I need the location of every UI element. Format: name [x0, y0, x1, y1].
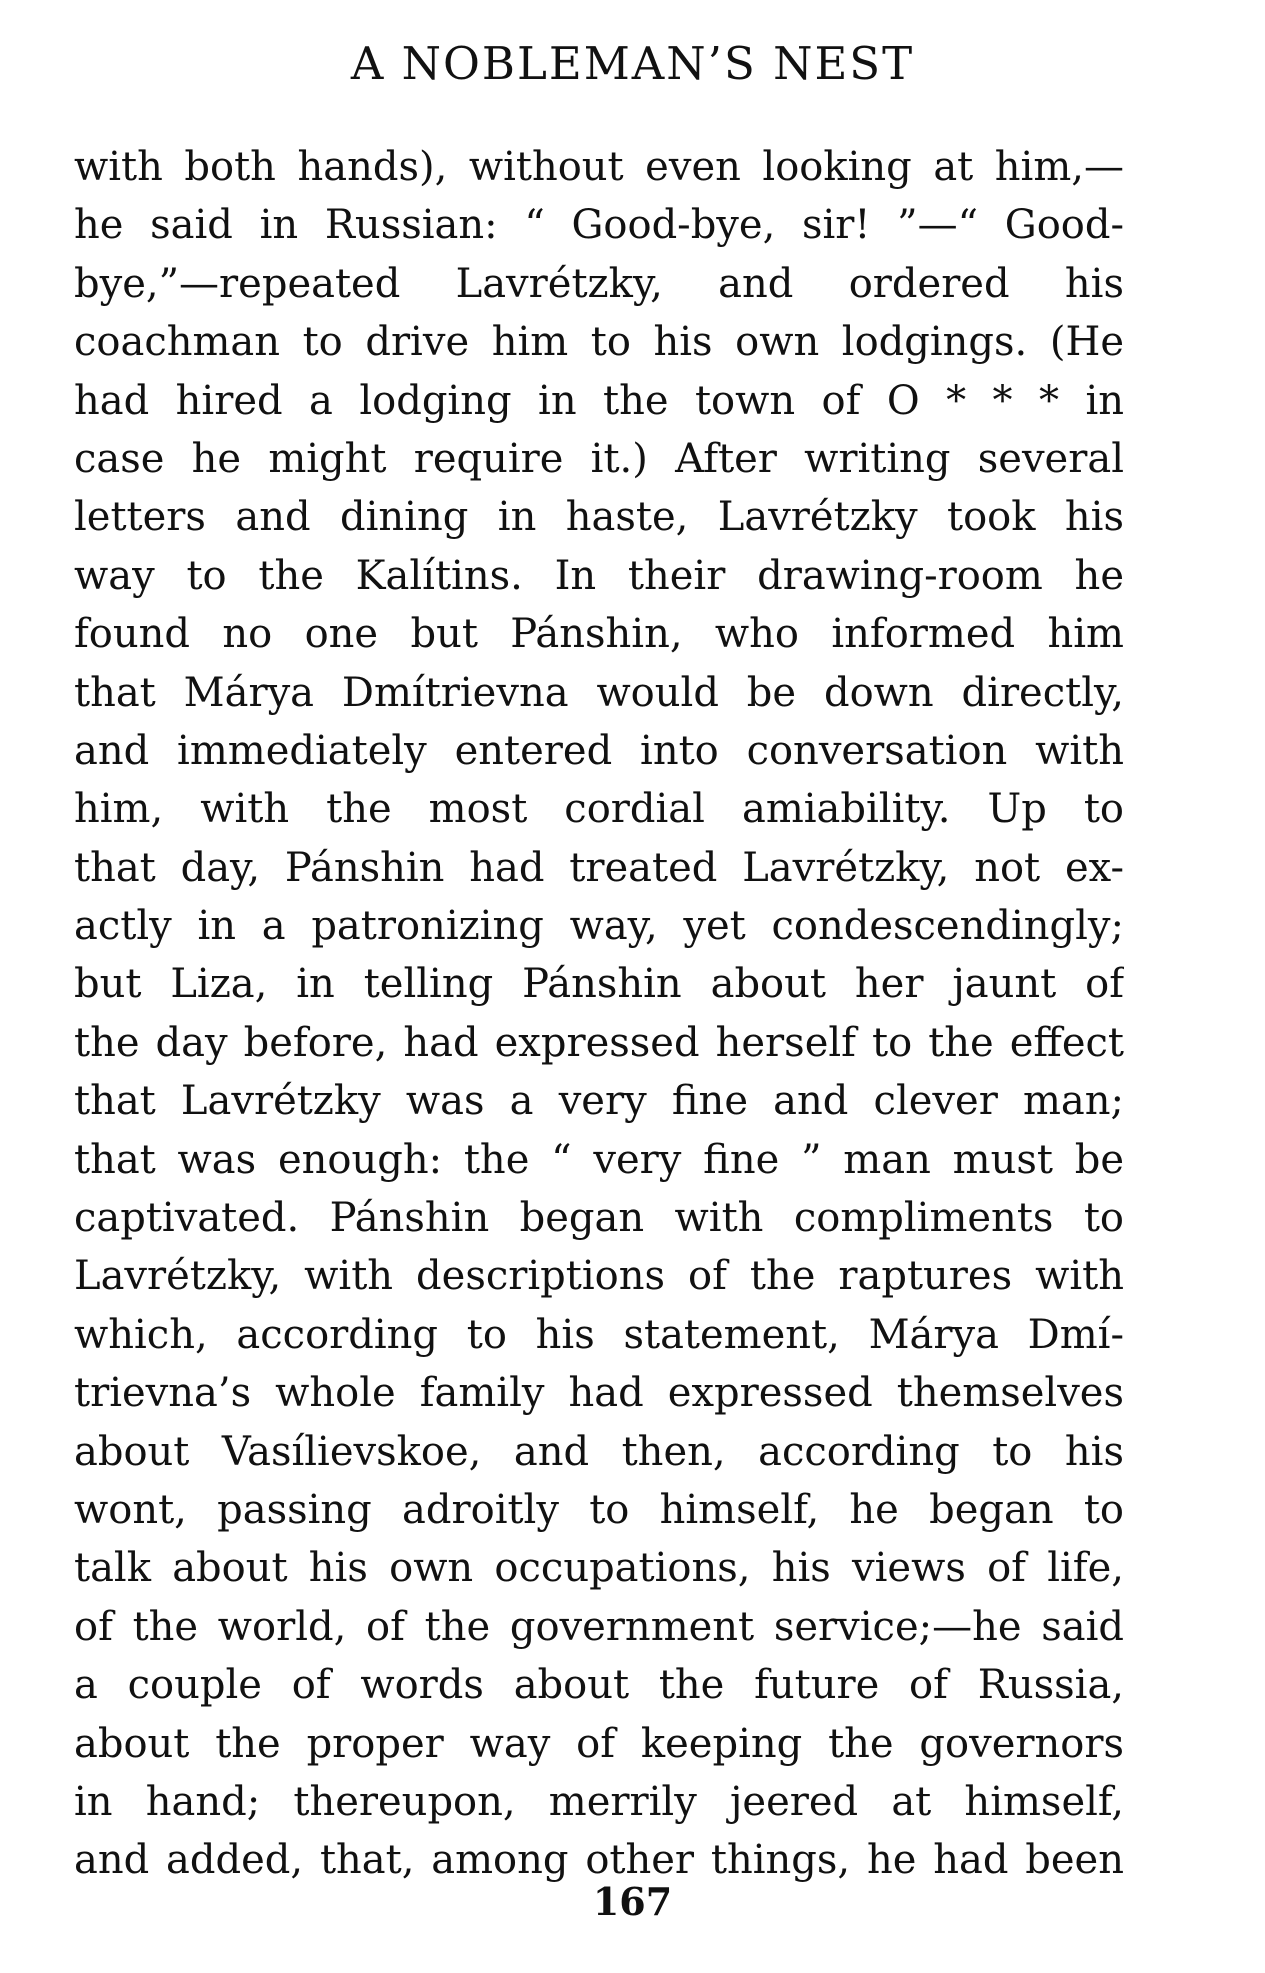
- text-line: and immediately entered into conversation with: [74, 727, 1124, 774]
- text-line: about the proper way of keeping the governors: [74, 1720, 1124, 1767]
- text-line: of the world, of the government service;—he said: [74, 1603, 1124, 1650]
- running-title: A NOBLEMAN’S NEST: [350, 37, 915, 90]
- text-line: a couple of words about the future of Russia,: [74, 1662, 1124, 1709]
- text-line: that Márya Dmítrievna would be down directly,: [74, 669, 1124, 716]
- text-line: about Vasílievskoe, and then, according to his: [74, 1428, 1124, 1475]
- text-line: that was enough: the “ very fine ” man must be: [74, 1136, 1124, 1183]
- text-line: way to the Kalítins. In their drawing-room he: [74, 552, 1124, 599]
- text-line: bye,”—repeated Lavrétzky, and ordered his: [74, 260, 1124, 307]
- text-line: talk about his own occupations, his views of life,: [74, 1545, 1124, 1592]
- text-line: him, with the most cordial amiability. Up to: [74, 786, 1124, 833]
- text-line: had hired a lodging in the town of O * * * in: [74, 377, 1124, 424]
- text-line: that Lavrétzky was a very fine and clever man;: [74, 1078, 1124, 1125]
- page-number: 167: [592, 1879, 673, 1924]
- text-line: that day, Pánshin had treated Lavrétzky, not ex-: [74, 844, 1124, 891]
- text-line: but Liza, in telling Pánshin about her jaunt of: [74, 961, 1124, 1008]
- text-line: he said in Russian: “ Good-bye, sir! ”—“ Good-: [74, 202, 1124, 249]
- text-line: wont, passing adroitly to himself, he began to: [74, 1486, 1124, 1533]
- text-line: letters and dining in haste, Lavrétzky took his: [74, 494, 1124, 541]
- text-line: the day before, had expressed herself to the effect: [74, 1019, 1124, 1066]
- text-line: coachman to drive him to his own lodgings. (He: [74, 319, 1124, 366]
- text-line: captivated. Pánshin began with compliments to: [74, 1195, 1124, 1242]
- text-line: actly in a patronizing way, yet condescendingly;: [74, 903, 1124, 950]
- text-line: trievna’s whole family had expressed themselves: [74, 1370, 1124, 1417]
- text-line: which, according to his statement, Márya Dmí-: [74, 1311, 1124, 1358]
- text-line: Lavrétzky, with descriptions of the raptures with: [74, 1253, 1124, 1300]
- text-line: case he might require it.) After writing several: [74, 435, 1124, 482]
- text-line: and added, that, among other things, he had been: [74, 1837, 1124, 1884]
- text-line: found no one but Pánshin, who informed him: [74, 611, 1124, 658]
- text-line: in hand; thereupon, merrily jeered at himself,: [74, 1778, 1124, 1825]
- text-line: with both hands), without even looking at him,—: [74, 144, 1124, 190]
- body-text: [74, 138, 1124, 1890]
